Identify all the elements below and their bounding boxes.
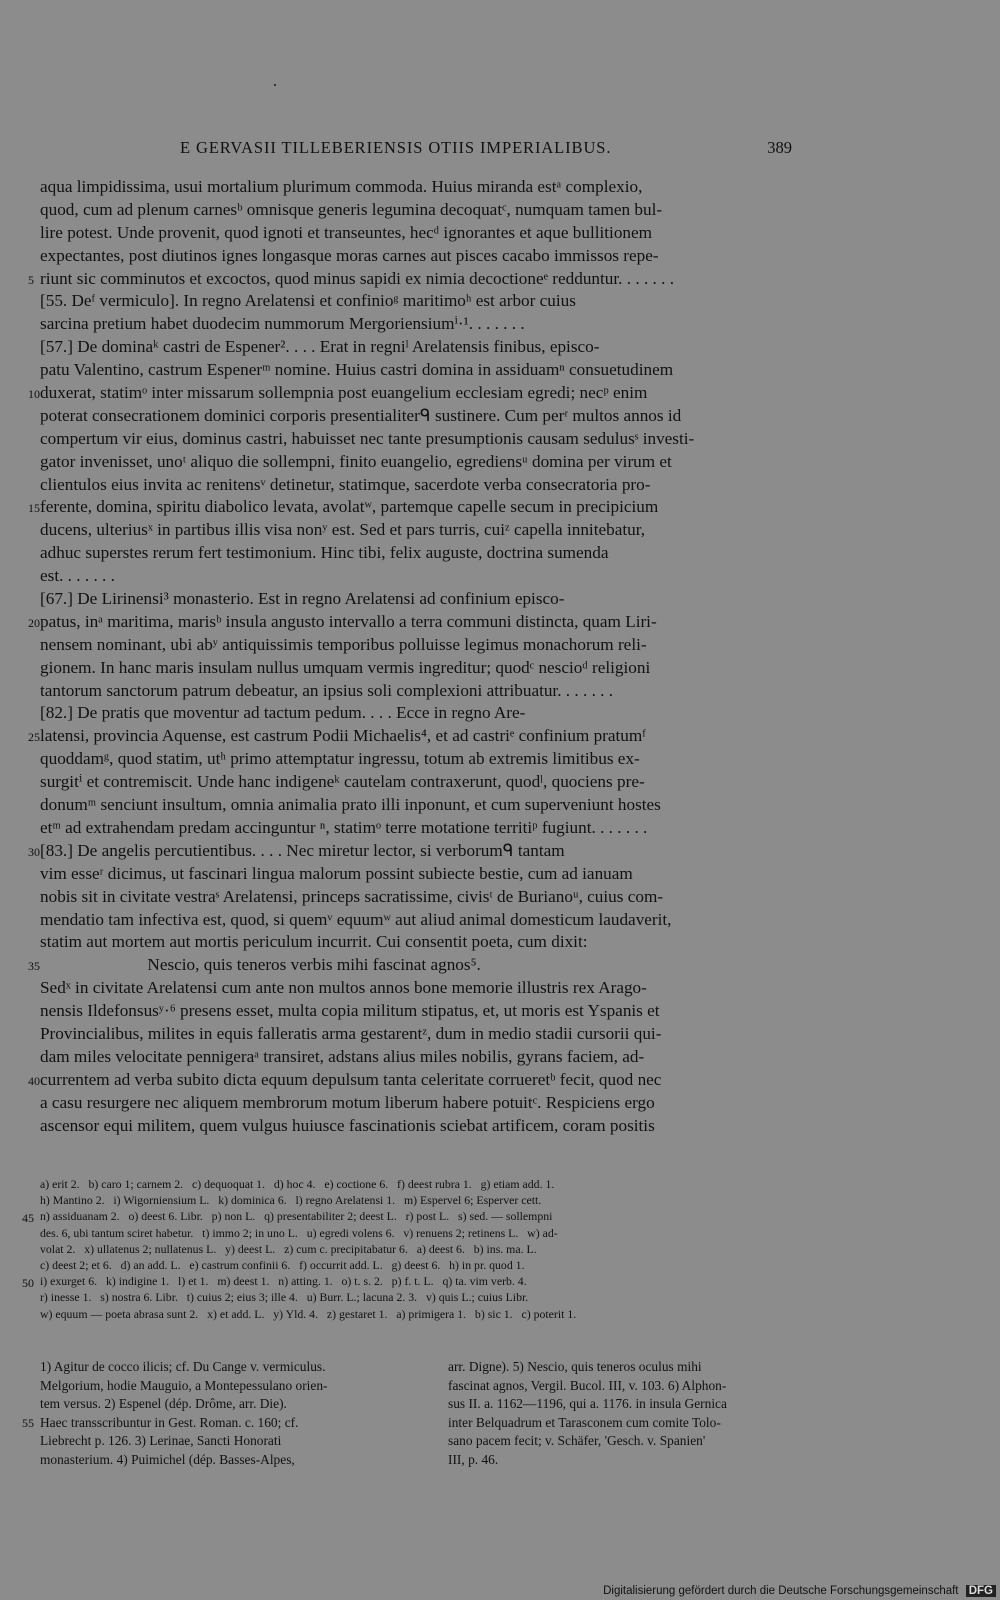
- body_lines-line: [40, 634, 800, 657]
- footer-text: Digitalisierung gefördert durch die Deutsche Forschungsgemeinschaft: [603, 1585, 959, 1597]
- footnote-line: [40, 1377, 395, 1396]
- footnote-text: sano pacem fecit; v. Schäfer, 'Gesch. v. Spanien': [448, 1433, 706, 1448]
- body_lines-line: [28, 840, 800, 863]
- critical_apparatus-text: a) erit 2. b) caro 1; carnem 2. c) dequoquat 1. d) hoc 4. e) coctione 6. f) deest rubra 1. g) etiam add. 1.: [40, 1177, 555, 1191]
- critical_apparatus-text: c) deest 2; et 6. d) an add. L. e) castrum confinii 6. f) occurrit add. L. g) deest 6. h) in pr. quod 1.: [40, 1257, 525, 1272]
- body_lines-text: [83.] De angelis percutientibus. . . . Nec miretur lector, si verborumᑫ tantam: [40, 840, 565, 860]
- footnote-line: [448, 1432, 803, 1451]
- line-number: 35: [28, 959, 40, 974]
- body_lines-text: nobis sit in civitate vestraˢ Arelatensi, princeps sacratissime, civisᵗ de Burianoᵘ, cuius com-: [40, 886, 664, 906]
- critical-apparatus: [22, 1176, 800, 1322]
- body_lines-line: [40, 519, 800, 542]
- footnote-text: fascinat agnos, Vergil. Bucol. III, v. 103. 6) Alphon-: [448, 1377, 727, 1393]
- body_lines-text: tantorum sanctorum patrum debeatur, an ipsius soli complexioni attribuatur. . . . . . .: [40, 680, 614, 700]
- footnote-line: [448, 1395, 803, 1414]
- body_lines-line: [40, 909, 800, 932]
- body_lines-text: currentem ad verba subito dicta equum depulsum tanta celeritate corrueretᵇ fecit, quod nec: [40, 1069, 662, 1089]
- body_lines-line: [40, 542, 800, 565]
- critical_apparatus-text: h) Mantino 2. i) Wigorniensium L. k) dominica 6. l) regno Arelatensi 1. m) Espervel 6; Esperver cett.: [40, 1193, 542, 1208]
- body_lines-text: ascensor equi militem, quem vulgus huiusce fascinationis sciebat artificem, coram positis: [40, 1115, 655, 1135]
- footnote-text: monasterium. 4) Puimichel (dép. Basses-Alpes,: [40, 1451, 295, 1467]
- footnote-line: [40, 1451, 395, 1470]
- body_lines-text: dam miles velocitate pennigeraᵃ transiret, adstans alius miles nobilis, gyrans faciem, ad-: [40, 1046, 645, 1066]
- body_lines-text: [55. Deᶠ vermiculo]. In regno Arelatensi et confinioᵍ maritimoʰ est arbor cuius: [40, 291, 576, 311]
- critical_apparatus-text: des. 6, ubi tantum sciret habetur. t) immo 2; in uno L. u) egredi volens 6. v) renuens 2; retinens L. w) ad-: [40, 1225, 558, 1240]
- footnote-line: [448, 1377, 803, 1396]
- body_lines-line: [40, 359, 800, 382]
- body_lines-text: est. . . . . . .: [40, 566, 115, 586]
- body_lines-text: patus, inᵃ maritima, marisᵇ insula angusto intervallo a terra communi distincta, quam Liri-: [40, 611, 657, 631]
- body_lines-line: [40, 451, 800, 474]
- body_lines-text: [67.] De Lirinensi³ monasterio. Est in regno Arelatensi ad confinium episco-: [40, 589, 565, 609]
- body_lines-line: [40, 222, 800, 245]
- body_lines-text: gator invenisset, unoᵗ aliquo die sollempni, finito euangelio, egrediensᵘ domina per virum et: [40, 451, 672, 471]
- footnote-text: Melgorium, hodie Mauguio, a Montepessulano orien-: [40, 1377, 328, 1393]
- body_lines-line: [28, 725, 800, 748]
- footnote-text: tem versus. 2) Espenel (dép. Drôme, arr. Die).: [40, 1396, 287, 1411]
- critical_apparatus-line: [40, 1241, 800, 1257]
- body_lines-line: [40, 565, 800, 588]
- page-header: [180, 138, 792, 164]
- page-number: 389: [767, 138, 792, 157]
- critical_apparatus-line: [22, 1208, 800, 1226]
- footnotes-right-column: [448, 1358, 803, 1469]
- body_lines-line: [40, 474, 800, 497]
- body_lines-line: [28, 382, 800, 405]
- footnote-line: [22, 1414, 395, 1433]
- footnote-text: 1) Agitur de cocco ilicis; cf. Du Cange v. vermiculus.: [40, 1359, 326, 1374]
- footnote-text: Haec transscribuntur in Gest. Roman. c. 160; cf.: [40, 1414, 299, 1430]
- body_lines-text: lire potest. Unde provenit, quod ignoti et transeuntes, hecᵈ ignorantes et aque bullitionem: [40, 222, 653, 242]
- line-number: 15: [28, 501, 40, 516]
- body_lines-line: [28, 1069, 800, 1092]
- critical_apparatus-text: r) inesse 1. s) nostra 6. Libr. t) cuius 2; eius 3; ille 4. u) Burr. L.; lacuna 2. 3. v) quis L.; cuius Libr.: [40, 1290, 529, 1305]
- body_lines-text: compertum vir eius, dominus castri, habuisset nec tante presumptionis causam sedulusˢ investi-: [40, 428, 695, 448]
- body_lines-line: [40, 1092, 800, 1115]
- dfg-logo: DFG: [966, 1585, 996, 1597]
- footnote-line: [40, 1432, 395, 1451]
- line-number: 30: [28, 844, 40, 859]
- body_lines-text: adhuc superstes rerum fert testimonium. Hinc tibi, felix auguste, doctrina sumenda: [40, 543, 609, 563]
- line-number: 45: [22, 1211, 34, 1226]
- footnote-line: [448, 1414, 803, 1433]
- footnote-text: arr. Digne). 5) Nescio, quis teneros oculus mihi: [448, 1359, 702, 1374]
- footnote-text: inter Belquadrum et Tarasconem cum comite Tolo-: [448, 1414, 721, 1430]
- line-number: 10: [28, 387, 40, 402]
- line-number: 25: [28, 730, 40, 745]
- line-number: 55: [22, 1415, 34, 1430]
- body_lines-text: nensem nominant, ubi abʸ antiquissimis temporibus polluisse legimus monachorum reli-: [40, 634, 647, 654]
- body_lines-text: a casu resurgere nec aliquem membrorum motum liberum habere potuitᶜ. Respiciens ergo: [40, 1092, 655, 1112]
- body_lines-text: riunt sic comminutos et excoctos, quod minus sapidi ex nimia decoctioneᵉ redduntur. . . . . . .: [40, 268, 675, 288]
- body_lines-line: [40, 245, 800, 268]
- body_lines-text: Sedˣ in civitate Arelatensi cum ante non multos annos bone memorie illustris rex Arago-: [40, 978, 647, 998]
- body_lines-text: etᵐ ad extrahendam predam accinguntur ⁿ, statimᵒ terre motatione territiᵖ fugiunt. . . . . . .: [40, 817, 648, 837]
- body_lines-line: [40, 748, 800, 771]
- digitization-footer: [603, 1585, 996, 1597]
- body_lines-line: [40, 657, 800, 680]
- body_lines-line: [40, 313, 800, 336]
- body_lines-text: quod, cum ad plenum carnesᵇ omnisque generis legumina decoquatᶜ, numquam tamen bul-: [40, 199, 663, 219]
- body_lines-line: [40, 817, 800, 840]
- footnotes-left-column: [22, 1358, 395, 1469]
- body_lines-line: [28, 268, 800, 291]
- body_lines-text: clientulos eius invita ac renitensᵛ detinetur, statimque, sacerdote verba consecratoria pro-: [40, 474, 651, 494]
- footnote-line: [448, 1451, 803, 1470]
- body_lines-text: statim aut mortem aut mortis periculum incurrit. Cui consentit poeta, cum dixit:: [40, 932, 588, 952]
- critical_apparatus-text: n) assiduanam 2. o) deest 6. Libr. p) non L. q) presentabiliter 2; deest L. r) post L. s) sed. — sollempni: [40, 1209, 553, 1224]
- body_lines-text: latensi, provincia Aquense, est castrum Podii Michaelis⁴, et ad castriᵉ confinium pratumᶠ: [40, 726, 646, 746]
- footnote-text: sus II. a. 1162—1196, qui a. 1176. in insula Gernica: [448, 1396, 727, 1411]
- body_lines-text: aqua limpidissima, usui mortalium plurimum commoda. Huius miranda estᵃ complexio,: [40, 177, 643, 196]
- footnote-line: [40, 1395, 395, 1414]
- body_lines-line: [40, 336, 800, 359]
- body_lines-line: [40, 794, 800, 817]
- body_lines-text: expectantes, post diutinos ignes longasque moras carnes aut pisces cacabo immissos repe-: [40, 245, 659, 265]
- main-text: [28, 176, 800, 1137]
- body_lines-text: mendatio tam infectiva est, quod, si quemᵛ equumʷ aut aliud animal domesticum laudaverit,: [40, 909, 672, 929]
- critical_apparatus-line: [22, 1273, 800, 1291]
- body_lines-text: surgitⁱ et contremiscit. Unde hanc indigeneᵏ cautelam contraxerunt, quodˡ, quociens pre-: [40, 772, 645, 792]
- body_lines-text: poterat consecrationem dominici corporis presentialiterᑫ sustinere. Cum perʳ multos annos id: [40, 405, 682, 425]
- critical_apparatus-text: i) exurget 6. k) indigine 1. l) et 1. m) deest 1. n) atting. 1. o) t. s. 2. p) f. t. L. q) ta. vim verb. 4.: [40, 1274, 527, 1289]
- critical_apparatus-text: volat 2. x) ullatenus 2; nullatenus L. y) deest L. z) cum c. precipitabatur 6. a) deest 6. b) ins. ma. L.: [40, 1241, 537, 1256]
- body_lines-line: [40, 588, 800, 611]
- footnote-line: [40, 1358, 395, 1377]
- line-number: 50: [22, 1276, 34, 1291]
- body_lines-text: patu Valentino, castrum Espenerᵐ nomine. Huius castri domina in assiduamⁿ consuetudinem: [40, 360, 674, 380]
- footnote-text: III, p. 46.: [448, 1451, 499, 1467]
- line-number: 5: [28, 272, 34, 287]
- body_lines-line: [40, 1000, 800, 1023]
- critical_apparatus-line: [40, 1176, 800, 1192]
- line-number: 20: [28, 615, 40, 630]
- body_lines-text: Nescio, quis teneros verbis mihi fascinat agnos⁵.: [40, 955, 481, 975]
- running-title: E GERVASII TILLEBERIENSIS OTIIS IMPERIALIBUS.: [180, 138, 612, 157]
- body_lines-text: Provincialibus, milites in equis falleratis arma gestarentᶻ, dum in medio stadii cursorii qui-: [40, 1023, 662, 1043]
- body_lines-line: [40, 931, 800, 954]
- body_lines-text: quoddamᵍ, quod statim, utʰ primo attemptatur ingressu, totum ab extremis limitibus ex-: [40, 749, 640, 769]
- body_lines-line: [40, 771, 800, 794]
- critical_apparatus-line: [40, 1192, 800, 1208]
- body_lines-text: [82.] De pratis que moventur ad tactum pedum. . . . Ecce in regno Are-: [40, 703, 526, 723]
- footnote-text: Liebrecht p. 126. 3) Lerinae, Sancti Honorati: [40, 1433, 282, 1448]
- body_lines-text: ferente, domina, spiritu diabolico levata, avolatʷ, partemque capelle secum in precipicium: [40, 497, 659, 517]
- body_lines-line: [40, 199, 800, 222]
- body_lines-text: nensis Ildefonsusʸ·⁶ presens esset, multa copia militum stipatus, et, ut moris est Yspanis et: [40, 1001, 660, 1021]
- body_lines-text: donumᵐ senciunt insultum, omnia animalia prato illi inponunt, et cum superveniunt hostes: [40, 795, 661, 815]
- critical_apparatus-line: [40, 1306, 800, 1322]
- body_lines-text: vim esseʳ dicimus, ut fascinari lingua malorum possint subiecte bestie, cum ad ianuam: [40, 863, 633, 883]
- body_lines-line: [28, 954, 800, 977]
- body_lines-text: ducens, ulteriusˣ in partibus illis visa nonʸ est. Sed et pars turris, cuiᶻ capella innitebatur,: [40, 520, 646, 540]
- body_lines-line: [40, 886, 800, 909]
- critical_apparatus-line: [40, 1257, 800, 1273]
- body_lines-text: sarcina pretium habet duodecim nummorum Mergoriensiumⁱ·¹. . . . . . .: [40, 314, 525, 334]
- critical_apparatus-line: [40, 1289, 800, 1305]
- footnote-line: [448, 1358, 803, 1377]
- body_lines-line: [40, 1115, 800, 1138]
- critical_apparatus-line: [40, 1225, 800, 1241]
- body_lines-text: gionem. In hanc maris insulam nullus umquam vermis ingreditur; quodᶜ nescioᵈ religioni: [40, 657, 651, 677]
- critical_apparatus-text: w) equum — poeta abrasa sunt 2. x) et add. L. y) Yld. 4. z) gestaret 1. a) primigera 1. b) sic 1. c) poterit 1.: [40, 1306, 577, 1321]
- scan-speck: [274, 84, 276, 86]
- body_lines-line: [40, 680, 800, 703]
- body_lines-line: [40, 290, 800, 313]
- body_lines-line: [40, 977, 800, 1000]
- line-number: 40: [28, 1073, 40, 1088]
- body_lines-text: [57.] De dominaᵏ castri de Espener². . . . Erat in regniˡ Arelatensis finibus, episco-: [40, 337, 600, 357]
- body_lines-line: [40, 1046, 800, 1069]
- body_lines-text: duxerat, statimᵒ inter missarum sollempnia post euangelium ecclesiam egredi; necᵖ enim: [40, 383, 648, 403]
- body_lines-line: [40, 863, 800, 886]
- body_lines-line: [40, 428, 800, 451]
- body_lines-line: [40, 176, 800, 199]
- body_lines-line: [40, 702, 800, 725]
- body_lines-line: [40, 405, 800, 428]
- body_lines-line: [28, 611, 800, 634]
- body_lines-line: [28, 496, 800, 519]
- body_lines-line: [40, 1023, 800, 1046]
